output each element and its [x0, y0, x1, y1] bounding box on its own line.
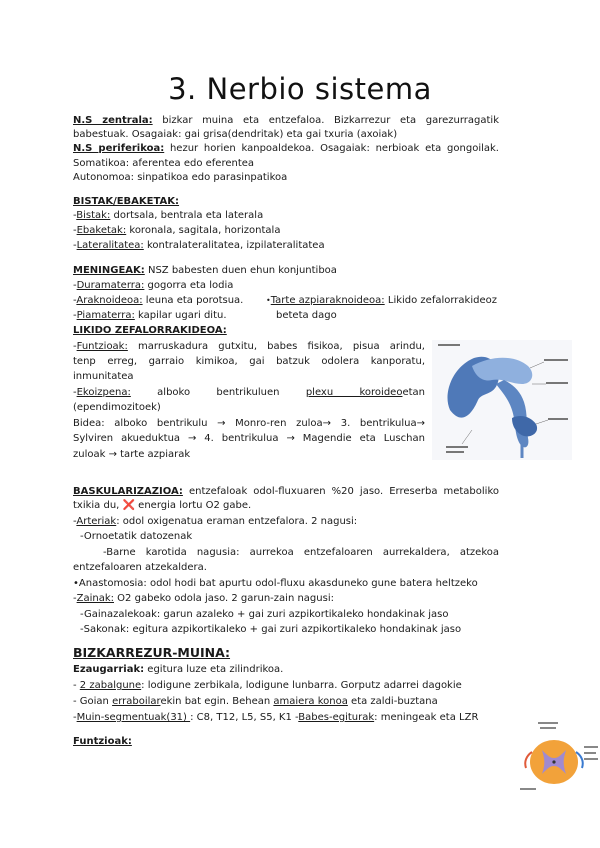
spinal-features-text: egitura luze eta zilindrikoa.	[144, 664, 284, 675]
spinal-end-text-b: ekin bat egin. Behean	[160, 696, 274, 707]
spinal-prot-label: Babes-egiturak	[298, 712, 375, 723]
vascular-line-2-text: txikia du,	[73, 500, 123, 511]
ns-peripheral-text: hezur horien kanpoaldekoa. Osagaiak: nerbioak eta gongoilak.	[164, 143, 499, 154]
arteries-line: -Arteriak: odol oxigenatua eraman entzefalora. 2 nagusi:	[73, 516, 358, 527]
ns-central-text: bizkar muina eta entzefaloa. Bizkarrezur eta garezurragatik	[152, 115, 499, 126]
csf-function-line-3: inmunitatea	[73, 371, 134, 382]
spinal-seg-text: : C8, T12, L5, S5, K1 -	[190, 712, 299, 723]
vascular-line-2	[73, 499, 251, 512]
dura-line: -Duramaterra: gogorra eta lodia	[73, 280, 234, 291]
meninges-heading: MENINGEAK:	[73, 265, 145, 276]
pia-line: -Piamaterra: kapilar ugari ditu.	[73, 310, 227, 321]
spinal-cone: amaiera konoa	[273, 696, 348, 707]
cuts-item-label: Ebaketak:	[76, 225, 127, 236]
subarachnoid-label: Tarte azpiaraknoideoa:	[270, 295, 385, 306]
label-text-mark	[438, 344, 460, 346]
ns-central-line	[73, 114, 499, 127]
cuts-item-label: Lateralitatea:	[76, 240, 144, 251]
spinal-enlarg-label: 2 zabalgune	[79, 680, 142, 691]
spinal-prot-text: : meningeak eta LZR	[374, 712, 479, 723]
csf-heading: LIKIDO ZEFALORRAKIDEOA:	[73, 325, 227, 336]
dura-label: Duramaterra:	[76, 280, 145, 291]
pia-text-right: beteta dago	[276, 310, 337, 321]
somatic-line: Somatikoa: aferentea edo eferentea	[73, 158, 255, 169]
arachnoid-line: -Araknoideoa: leuna eta porotsua.	[73, 295, 244, 306]
spinal-end-text-a: - Goian	[73, 696, 113, 707]
dura-text: gogorra eta lodia	[144, 280, 234, 291]
page-title: 3. Nerbio sistema	[168, 72, 432, 106]
cuts-item-text: kontralateralitatea, izpilateralitatea	[143, 240, 325, 251]
veins-text: O2 gabeko odola jaso. 2 garun-zain nagusi:	[114, 593, 334, 604]
central-canal-shape	[552, 760, 555, 763]
meninges-heading-text: NSZ babesten duen ehun konjuntiboa	[144, 265, 337, 276]
csf-function-line: -Funtzioak: marruskadura gutxitu, babes fisikoa, pisua arindu,	[73, 341, 425, 352]
csf-function-text: marruskadura gutxitu, babes fisikoa, pisua arindu,	[127, 341, 425, 352]
vascular-heading-text: entzefaloak odol-fluxuaren %20 jaso. Erreserba metaboliko	[182, 486, 499, 497]
cuts-item-label: Bistak:	[76, 210, 111, 221]
spinal-cross-section-diagram	[518, 718, 600, 798]
cross-mark-icon: ❌	[122, 500, 135, 511]
arteries-sub-2b: entzefaloaren atzekaldera.	[73, 562, 207, 573]
spinal-end-line	[73, 695, 438, 708]
veins-sub-1: -Gainazalekoak: garun azaleko + gai zuri azpikortikaleko hondakinak jaso	[80, 609, 449, 620]
csf-secretion-line: -Ekoizpena: alboko bentrikuluen plexu koroideoetan	[73, 387, 425, 398]
veins-line: -Zainak: O2 gabeko odola jaso. 2 garun-zain nagusi:	[73, 593, 334, 604]
pia-text: kapilar ugari ditu.	[134, 310, 227, 321]
autonomic-line: Autonomoa: sinpatikoa edo parasinpatikoa	[73, 172, 288, 183]
subarachnoid-text: Likido zefalorrakideoz	[384, 295, 497, 306]
arteries-text: : odol oxigenatua eraman entzefalora. 2 nagusi:	[116, 516, 358, 527]
label-text-mark	[446, 451, 464, 453]
meninges-line	[73, 264, 337, 277]
cuts-item: -Bistak: dortsala, bentrala eta laterala	[73, 210, 264, 221]
ventricles-diagram	[432, 340, 572, 460]
label-text-mark	[538, 722, 558, 724]
vascular-line	[73, 485, 499, 498]
spinal-functions-heading: Funtzioak:	[73, 736, 132, 747]
arteries-sub-1: -Ornoetatik datozenak	[80, 531, 193, 542]
label-text-mark	[520, 788, 536, 790]
cuts-item: -Lateralitatea: kontralateralitatea, izpilateralitatea	[73, 240, 325, 251]
veins-sub-2: -Sakonak: egitura azpikortikaleko + gai zuri azpikortikaleko hondakinak jaso	[80, 624, 462, 635]
label-text-mark	[446, 446, 468, 448]
pia-label: Piamaterra:	[76, 310, 135, 321]
csf-path-line-3: zuloak → tarte azpiarak	[73, 449, 191, 460]
arachnoid-text: leuna eta porotsua.	[142, 295, 244, 306]
ns-peripheral-line	[73, 142, 499, 155]
label-text-mark	[548, 418, 568, 420]
spinal-features-label: Ezaugarriak:	[73, 664, 145, 675]
cuts-item-text: koronala, sagitala, horizontala	[126, 225, 281, 236]
arteries-sub-2: -Barne karotida nagusia: aurrekoa entzefaloaren aurrekaldera, atzekoa	[103, 547, 499, 558]
anastomosis-line: •Anastomosia: odol hodi bat apurtu odol-fluxu akasduneko gune batera heltzeko	[73, 578, 478, 589]
ns-peripheral-label: N.S periferikoa:	[73, 143, 165, 154]
spinal-heading: BIZKARREZUR-MUINA:	[73, 645, 231, 660]
csf-secretion-label: Ekoizpena:	[76, 387, 131, 398]
spinal-end-text-c: eta zaldi-buztana	[347, 696, 438, 707]
vascular-line-2-text-b: energia lortu O2 gabe.	[135, 500, 252, 511]
csf-plexus: plexu koroideo	[305, 387, 403, 398]
label-text-mark	[540, 727, 556, 729]
spinal-enlarg-line: - 2 zabalgune: lodigune zerbikala, lodigune lunbarra. Gorputz adarrei dagokie	[73, 680, 462, 691]
csf-path-line-1: Bidea: alboko bentrikulu → Monro-ren zuloa→ 3. bentrikulua→	[73, 418, 425, 429]
csf-function-label: Funtzioak:	[76, 341, 128, 352]
spinal-enlarg-text: : lodigune zerbikala, lodigune lunbarra. Gorputz adarrei dagokie	[141, 680, 462, 691]
arteries-label: Arteriak	[76, 516, 117, 527]
csf-secretion-line-2: (ependimozitoek)	[73, 402, 161, 413]
cuts-item-text: dortsala, bentrala eta laterala	[110, 210, 264, 221]
csf-path-line-2: Sylviren akueduktua → 4. bentrikulua → Magendie eta Luschan	[73, 433, 425, 444]
label-text-mark	[546, 382, 568, 384]
label-text-mark	[584, 752, 596, 754]
subarachnoid-line: •Tarte azpiaraknoideoa: Likido zefalorrakideoz	[266, 295, 497, 306]
spinal-seg-label: Muin-segmentuak(31)	[76, 712, 191, 723]
spinal-features-line	[73, 663, 283, 676]
veins-label: Zainak:	[76, 593, 114, 604]
vascular-heading: BASKULARIZAZIOA:	[73, 486, 183, 497]
ns-central-line-2: babestuak. Osagaiak: gai grisa(dendritak) eta gai txuria (axoiak)	[73, 129, 398, 140]
label-text-mark	[584, 758, 598, 760]
csf-secretion-text: alboko bentrikuluen	[130, 387, 306, 398]
label-text-mark	[584, 746, 598, 748]
csf-function-line-2: tenp erreg, garraio kimikoa, gai batzuk odolera kanporatu,	[73, 356, 425, 367]
label-text-mark	[544, 359, 568, 361]
spinal-bulb: erraboilar	[112, 696, 161, 707]
ns-central-label: N.S zentrala:	[73, 115, 153, 126]
cuts-item: -Ebaketak: koronala, sagitala, horizontala	[73, 225, 281, 236]
arachnoid-label: Araknoideoa:	[76, 295, 143, 306]
spinal-seg-line: -Muin-segmentuak(31) : C8, T12, L5, S5, K1 -Babes-egiturak: meningeak eta LZR	[73, 712, 479, 723]
csf-secretion-suffix: etan	[402, 387, 425, 398]
cuts-heading: BISTAK/EBAKETAK:	[73, 196, 180, 207]
